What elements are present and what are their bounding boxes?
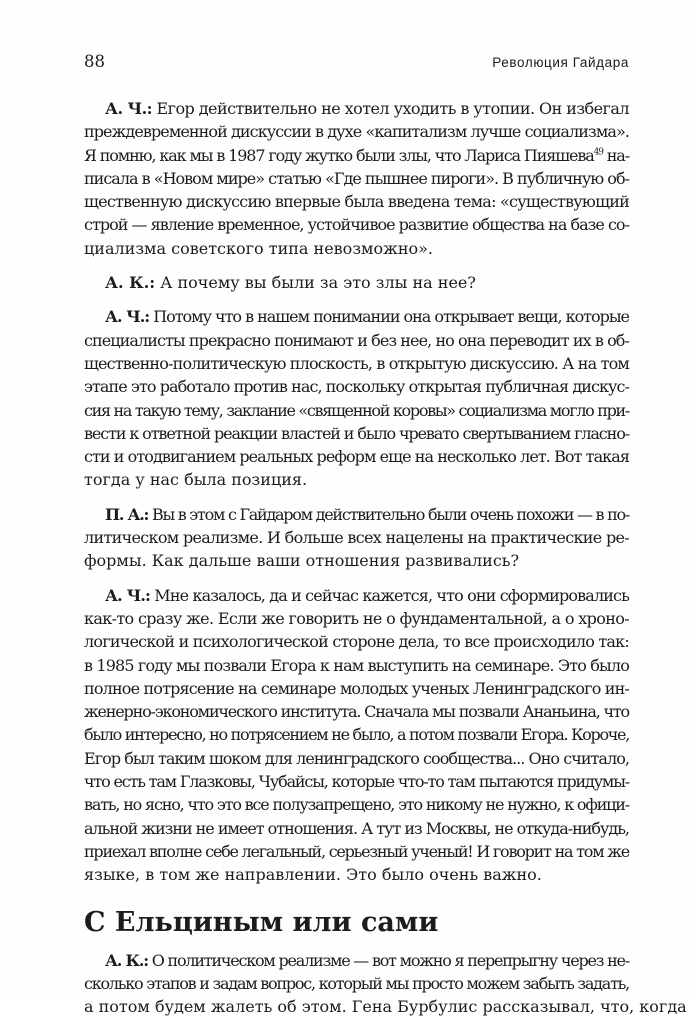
- text-line-tail: на-: [602, 145, 629, 165]
- page-number: 88: [84, 52, 105, 71]
- text-line: было интересно, но потрясением не было, а потом позвали Егора. Короче,: [84, 725, 630, 745]
- book-title: Революция Гайдара: [492, 55, 629, 70]
- dialogue-paragraph: [84, 305, 629, 491]
- speaker-label: А. Ч.:: [105, 307, 150, 327]
- running-head: [84, 52, 629, 76]
- text-line: как-то сразу же. Если же говорить не о фундаментальной, а о хроно-: [84, 608, 630, 628]
- text-line: Потому что в нашем понимании она открывает вещи, которые: [149, 307, 629, 327]
- text-line: Мне казалось, да и сейчас кажется, что они сформировались: [150, 585, 629, 605]
- text-line: логической и психологической стороне дела, то все происходило так:: [84, 632, 629, 652]
- dialogue-paragraph: [84, 97, 629, 260]
- text-line: тогда у нас была позиция.: [84, 470, 308, 490]
- text-line: альной жизни не имеет отношения. А тут из Москвы, не откуда-нибудь,: [84, 818, 629, 838]
- speaker-label: П. А.:: [105, 504, 149, 524]
- text-line: в 1985 году мы позвали Егора к нам выступить на семинаре. Это было: [84, 655, 629, 675]
- text-line: литическом реализме. И больше всех нацелены на практические ре-: [84, 528, 630, 548]
- speaker-label: А. Ч.:: [105, 585, 151, 605]
- text-line: вать, но ясно, что это все полузапрещено, это никому не нужно, к офици-: [84, 795, 629, 815]
- text-line: О политическом реализме — вот можно я перепрыгну через не-: [147, 950, 629, 970]
- text-line: языке, в том же направлении. Это было очень важно.: [84, 865, 542, 885]
- text-line: что есть там Глазковы, Чубайсы, которые что-то там пытаются придумы-: [84, 772, 629, 792]
- body-text: [84, 97, 687, 1029]
- text-line: сия на такую тему, заклание «священной коровы» социализма могло при-: [84, 400, 629, 420]
- text-line: циализма советского типа невозможно».: [84, 238, 434, 258]
- text-line: а потом будем жалеть об этом. Гена Бурбулис рассказывал, что, когда: [84, 997, 687, 1017]
- text-line: вести к ответной реакции властей и было чревато свертыванием гласно-: [84, 423, 629, 443]
- text-line: преждевременной дискуссии в духе «капитализм лучше социализма».: [84, 122, 629, 142]
- speaker-label: А. К.:: [105, 950, 148, 970]
- speaker-label: А. Ч.:: [105, 99, 152, 118]
- text-line: сти и отодвиганием реальных реформ еще на несколько лет. Вот такая: [84, 447, 629, 467]
- text-line: сколько этапов и задам вопрос, который мы просто можем забыть задать,: [84, 973, 629, 993]
- section-heading: С Ельциным или сами: [84, 906, 439, 938]
- dialogue-paragraph: [84, 584, 629, 887]
- text-line: писала в «Новом мире» статью «Где пышнее пироги». В публичную об-: [84, 168, 629, 188]
- text-line: полное потрясение на семинаре молодых ученых Ленинградского ин-: [84, 678, 630, 698]
- text-line: Я помню, как мы в 1987 году жутко были злы, что Лариса Пияшева: [84, 145, 594, 165]
- text-line: формы. Как дальше ваши отношения развивались?: [84, 551, 520, 571]
- text-line: строй — явление временное, устойчивое развитие общества на базе со-: [84, 215, 629, 235]
- text-line: Егор был таким шоком для ленинградского сообщества... Оно считало,: [84, 748, 630, 768]
- text-line: специалисты прекрасно понимают и без нее, но она переводит их в об-: [84, 330, 629, 350]
- text-line: щественно-политическую плоскость, в открытую дискуссию. А на том: [84, 353, 629, 373]
- text-line: щественную дискуссию впервые была введена тема: «существующий: [84, 192, 630, 212]
- text-line: А почему вы были за это злы на нее?: [155, 273, 476, 293]
- footnote-marker: 49: [593, 147, 603, 158]
- dialogue-paragraph: [84, 949, 687, 1019]
- text-line: женерно-экономического института. Сначала мы позвали Ананьина, что: [84, 702, 629, 722]
- text-line: этапе это работало против нас, поскольку открытая публичная дискус-: [84, 377, 629, 397]
- text-line: Вы в этом с Гайдаром действительно были очень похожи — в по-: [148, 504, 629, 524]
- speaker-label: А. К.:: [105, 273, 156, 293]
- text-line: Егор действительно не хотел уходить в утопии. Он избегал: [151, 99, 629, 118]
- dialogue-paragraph: [84, 271, 629, 294]
- dialogue-paragraph: [84, 503, 629, 573]
- text-line: приехал вполне себе легальный, серьезный ученый! И говорит на том же: [84, 841, 629, 861]
